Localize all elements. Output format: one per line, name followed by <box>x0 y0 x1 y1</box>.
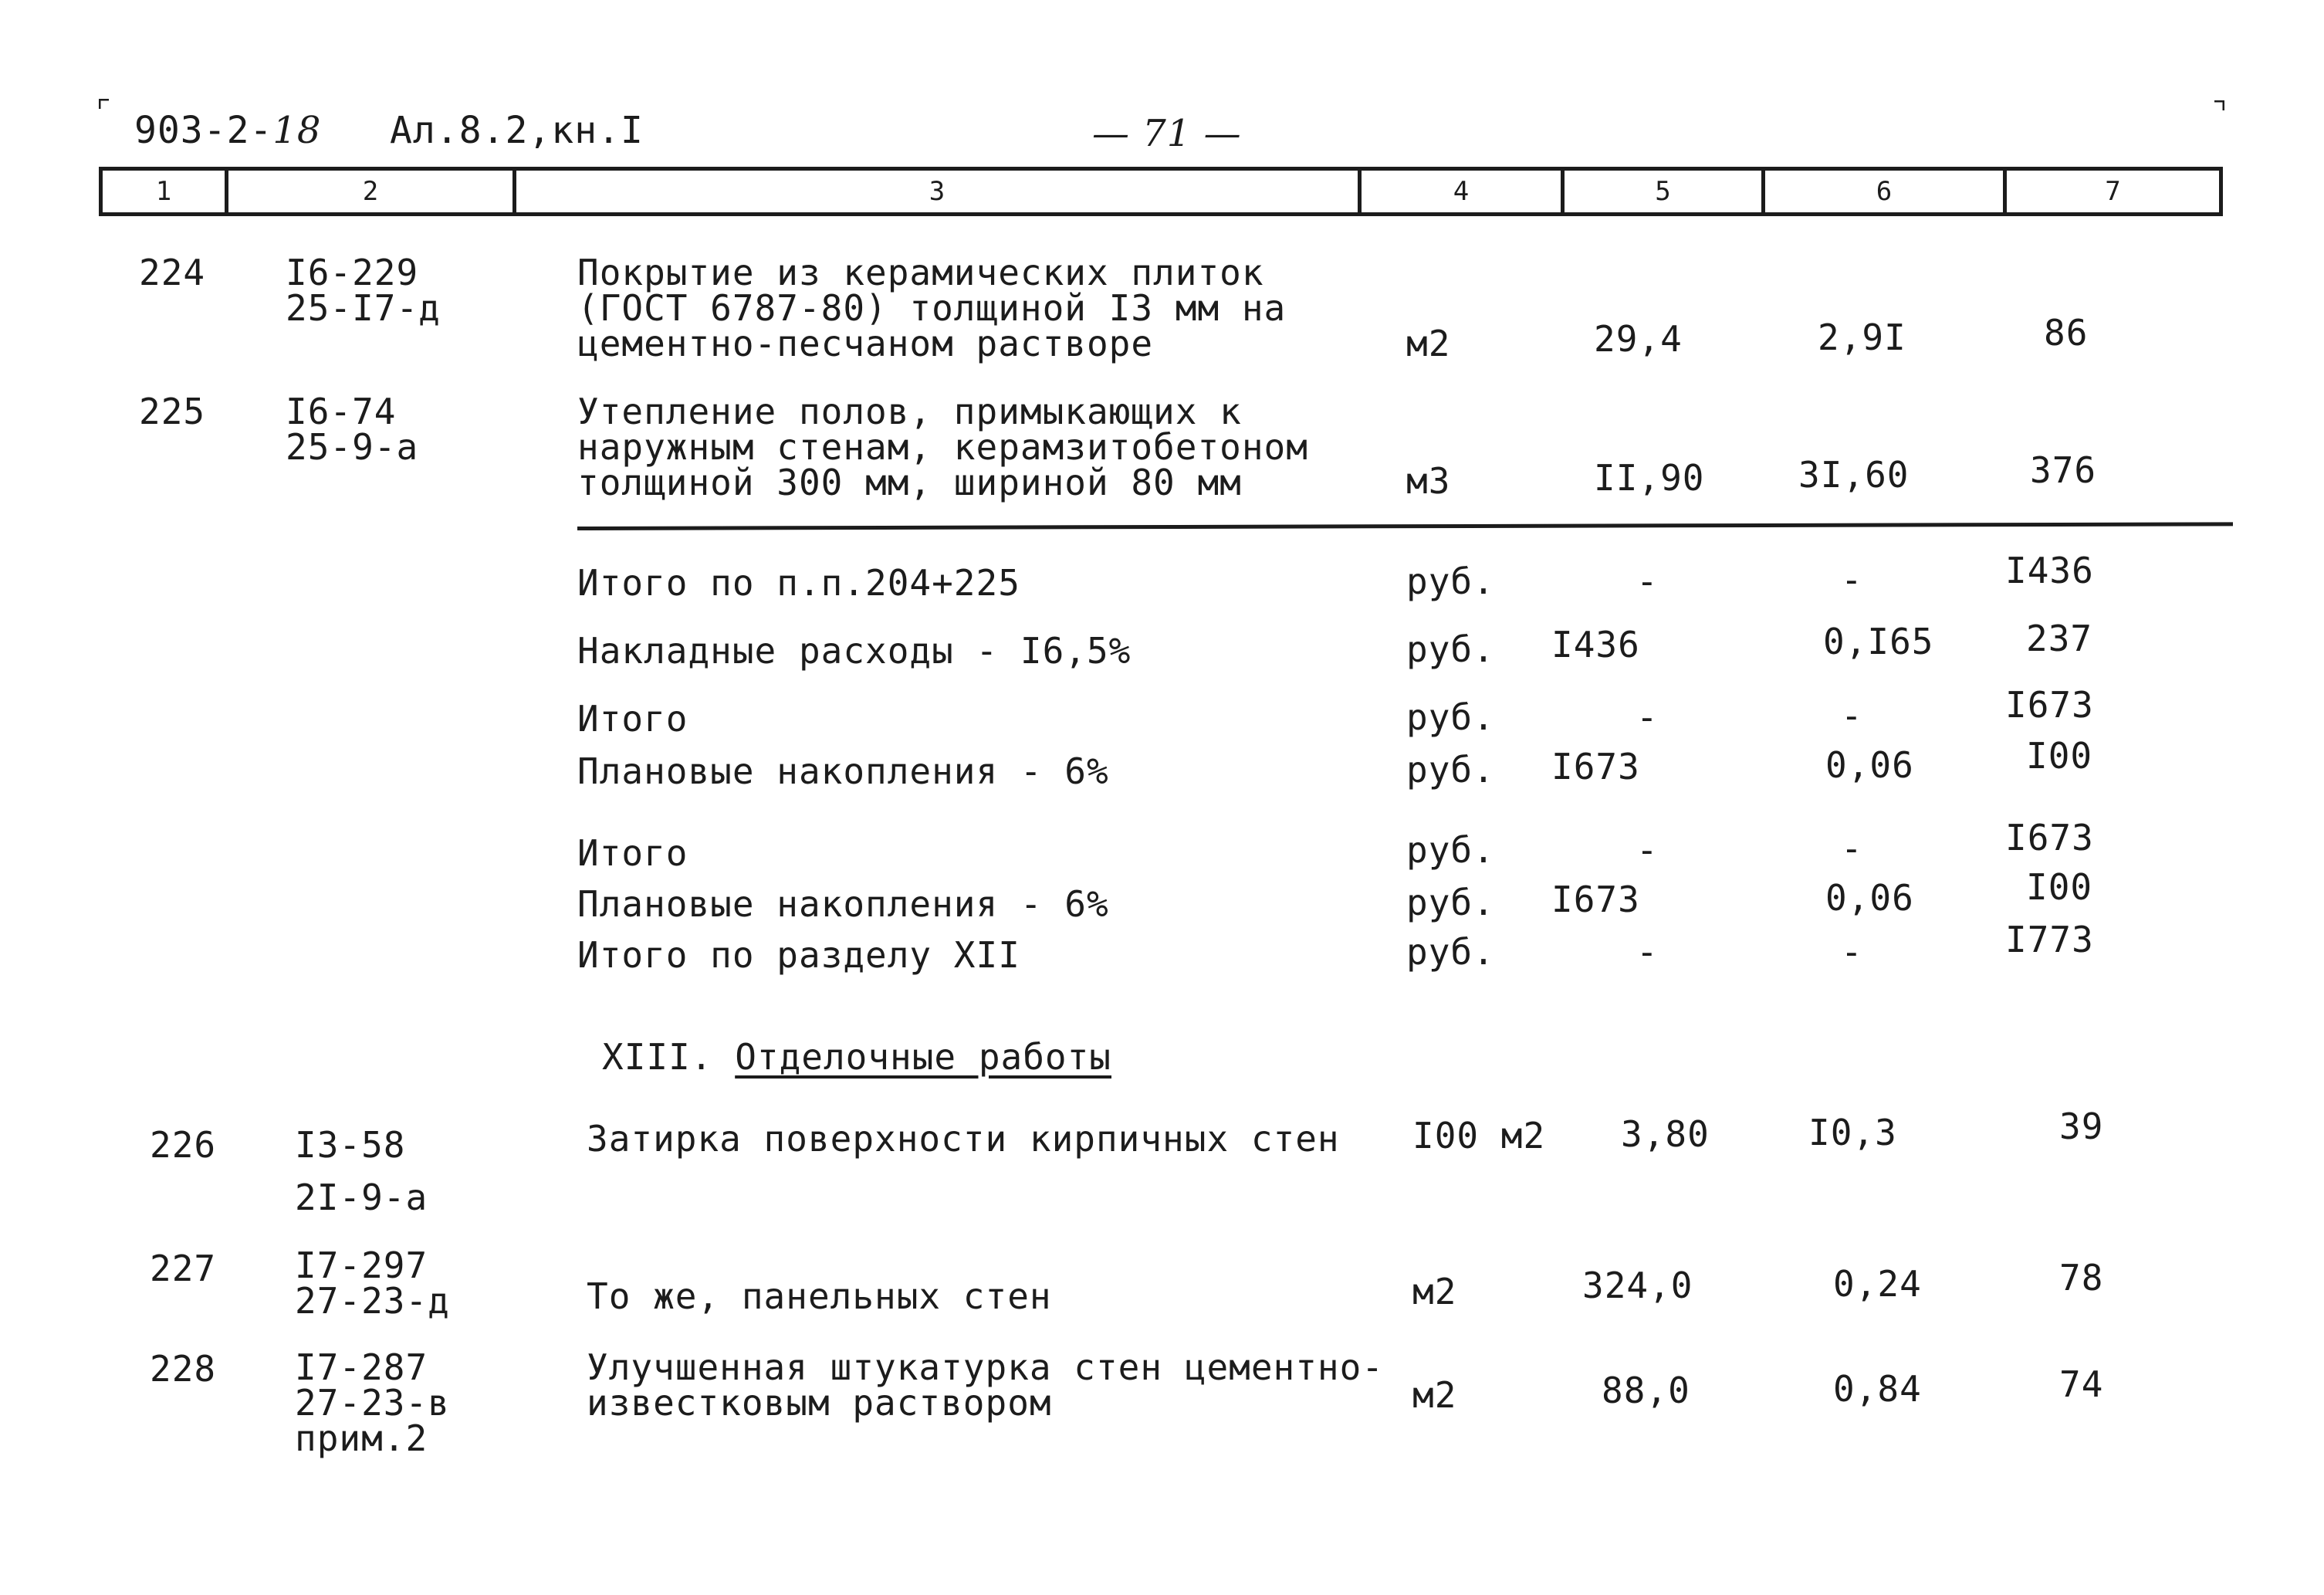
row-224-number: 224 <box>139 252 206 293</box>
row-224-unit: м2 <box>1406 323 1451 364</box>
summary-price-4: 0,06 <box>1825 744 1914 786</box>
summary-qty-7: - <box>1636 931 1659 973</box>
summary-total-2: 237 <box>2026 618 2093 659</box>
row-228-code-3: прим.2 <box>295 1417 428 1459</box>
row-228-code-1: I7-287 <box>295 1346 428 1388</box>
row-225-qty: II,90 <box>1594 457 1705 499</box>
summary-unit-6: руб. <box>1406 882 1495 923</box>
summary-total-4: I00 <box>2026 735 2093 777</box>
row-224-qty: 29,4 <box>1594 318 1683 360</box>
row-226-total: 39 <box>2059 1106 2104 1147</box>
row-224-desc-1: Покрытие из керамических плиток <box>577 252 1264 293</box>
summary-qty-1: - <box>1636 560 1659 602</box>
summary-price-2: 0,I65 <box>1823 621 1934 662</box>
corner-mark-right <box>2214 100 2224 111</box>
row-224-total: 86 <box>2044 312 2089 354</box>
column-header-5: 5 <box>1565 171 1765 212</box>
summary-price-5: - <box>1841 828 1863 869</box>
summary-label-6: Плановые накопления - 6% <box>577 883 1109 925</box>
row-226-desc-1: Затирка поверхности кирпичных стен <box>587 1118 1340 1160</box>
summary-total-5: I673 <box>2005 817 2094 858</box>
summary-total-6: I00 <box>2026 866 2093 908</box>
summary-label-5: Итого <box>577 832 688 874</box>
summary-label-3: Итого <box>577 698 688 740</box>
row-227-code-1: I7-297 <box>295 1245 428 1286</box>
row-228-desc-2: известковым раствором <box>587 1382 1052 1424</box>
doc-code-handwritten: 18 <box>272 109 322 152</box>
row-226-price: I0,3 <box>1808 1112 1897 1153</box>
row-225-desc-1: Утепление полов, примыкающих к <box>577 391 1242 432</box>
summary-qty-2: I436 <box>1551 624 1640 665</box>
row-225-number: 225 <box>139 391 206 432</box>
summary-price-6: 0,06 <box>1825 877 1914 919</box>
doc-code <box>134 109 322 152</box>
row-224-desc-2: (ГОСТ 6787-80) толщиной I3 мм на <box>577 287 1287 329</box>
section-title: Отделочные работы <box>735 1036 1111 1078</box>
row-227-total: 78 <box>2059 1257 2104 1299</box>
column-header-1: 1 <box>103 171 228 212</box>
summary-total-1: I436 <box>2005 550 2094 591</box>
summary-label-2: Накладные расходы - I6,5% <box>577 630 1132 672</box>
row-228-qty: 88,0 <box>1602 1370 1690 1411</box>
subtotal-separator-line <box>577 522 2233 530</box>
summary-unit-4: руб. <box>1406 749 1495 791</box>
row-227-unit: м2 <box>1412 1271 1457 1312</box>
row-225-desc-2: наружным стенам, керамзитобетоном <box>577 426 1308 468</box>
row-227-number: 227 <box>150 1248 217 1289</box>
summary-unit-7: руб. <box>1406 931 1495 973</box>
row-228-total: 74 <box>2059 1363 2104 1405</box>
row-225-unit: м3 <box>1406 460 1451 502</box>
summary-label-4: Плановые накопления - 6% <box>577 750 1109 792</box>
summary-label-1: Итого по п.п.204+225 <box>577 562 1020 604</box>
column-header-3: 3 <box>516 171 1362 212</box>
row-225-code-2: 25-9-а <box>286 426 419 468</box>
row-224-price: 2,9I <box>1818 317 1906 358</box>
row-228-unit: м2 <box>1412 1374 1457 1416</box>
row-228-desc-1: Улучшенная штукатурка стен цементно- <box>587 1346 1384 1388</box>
summary-unit-2: руб. <box>1406 628 1495 670</box>
row-226-code-2: 2I-9-а <box>295 1177 428 1218</box>
column-header-2: 2 <box>228 171 516 212</box>
summary-qty-6: I673 <box>1551 879 1640 920</box>
corner-mark-left <box>99 99 110 110</box>
section-numeral: XIII. <box>602 1036 713 1078</box>
column-header-table <box>99 167 2223 216</box>
summary-unit-3: руб. <box>1406 696 1495 738</box>
row-226-qty: 3,80 <box>1621 1113 1710 1155</box>
summary-label-7: Итого по разделу XII <box>577 934 1020 976</box>
row-227-price: 0,24 <box>1833 1263 1922 1305</box>
summary-qty-4: I673 <box>1551 746 1640 787</box>
summary-total-7: I773 <box>2005 919 2094 960</box>
doc-code-printed: 903-2- <box>134 109 273 152</box>
row-228-code-2: 27-23-в <box>295 1382 450 1424</box>
summary-price-7: - <box>1841 931 1863 973</box>
row-226-number: 226 <box>150 1124 217 1166</box>
row-226-code-1: I3-58 <box>295 1124 406 1166</box>
row-224-code-2: 25-I7-д <box>286 287 441 329</box>
summary-total-3: I673 <box>2005 684 2094 726</box>
column-header-7: 7 <box>2105 176 2121 207</box>
album-reference: Ал.8.2,кн.I <box>390 109 644 152</box>
row-225-price: 3I,60 <box>1798 454 1910 496</box>
row-227-qty: 324,0 <box>1582 1265 1693 1306</box>
summary-qty-5: - <box>1636 829 1659 871</box>
summary-unit-1: руб. <box>1406 560 1495 602</box>
row-228-number: 228 <box>150 1348 217 1390</box>
section-heading <box>602 1036 1111 1078</box>
row-225-code-1: I6-74 <box>286 391 397 432</box>
row-225-desc-3: толщиной 300 мм, шириной 80 мм <box>577 462 1242 503</box>
row-227-desc-1: То же, панельных стен <box>587 1275 1052 1317</box>
summary-unit-5: руб. <box>1406 829 1495 871</box>
column-header-6: 6 <box>1765 171 2007 212</box>
column-header-4: 4 <box>1362 171 1565 212</box>
row-226-unit: I00 м2 <box>1412 1115 1546 1156</box>
row-224-code-1: I6-229 <box>286 252 419 293</box>
summary-qty-3: - <box>1636 696 1659 738</box>
page-number: — 71 — <box>1092 112 1242 155</box>
row-224-desc-3: цементно-песчаном растворе <box>577 323 1154 364</box>
summary-price-3: - <box>1841 695 1863 737</box>
row-227-code-2: 27-23-д <box>295 1280 450 1322</box>
summary-price-1: - <box>1841 559 1863 601</box>
row-225-total: 376 <box>2030 449 2097 491</box>
row-228-price: 0,84 <box>1833 1368 1922 1410</box>
